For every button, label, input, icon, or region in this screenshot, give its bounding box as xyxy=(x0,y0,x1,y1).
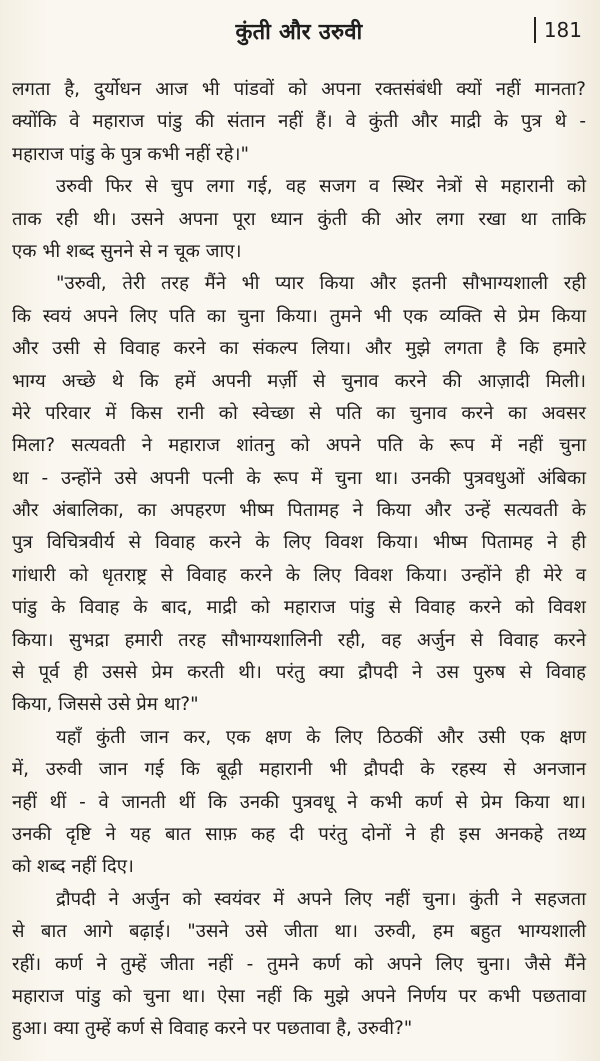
text-line: रहीं। कर्ण ने तुम्हें जीता नहीं - तुमने कर्ण को अपने लिए चुना। जैसे मैंने xyxy=(12,953,586,975)
page-number-divider xyxy=(534,17,536,43)
page-number-block xyxy=(534,17,582,43)
text-line: किया। सुभद्रा हमारी तरह सौभाग्यशालिनी रही, वह अर्जुन से विवाह करने xyxy=(12,629,586,651)
text-line: उरुवी फिर से चुप लगा गई, वह सजग व स्थिर नेत्रों से महारानी को xyxy=(56,176,586,198)
text-line: में, उरुवी जान गई कि बूढ़ी महारानी भी द्रौपदी के रहस्य से अनजान xyxy=(12,759,586,781)
text-line: महाराज पांडु को चुना था। ऐसा नहीं कि मुझे अपने निर्णय पर कभी पछतावा xyxy=(12,985,586,1007)
text-line: यहाँ कुंती जान कर, एक क्षण के लिए ठिठकीं और उसी एक क्षण xyxy=(56,726,586,748)
text-line: द्रौपदी ने अर्जुन को स्वयंवर में अपने लिए नहीं चुना। कुंती ने सहजता xyxy=(56,888,586,910)
text-line: "उरुवी, तेरी तरह मैंने भी प्यार किया और इतनी सौभाग्यशाली रही xyxy=(56,273,586,295)
text-line: हुआ। क्या तुम्हें कर्ण से विवाह करने पर पछतावा है, उरुवी?" xyxy=(12,1018,413,1040)
text-line: एक भी शब्द सुनने से न चूक जाए। xyxy=(12,240,242,262)
paragraph xyxy=(12,74,586,171)
paragraph xyxy=(12,884,586,1046)
text-line: मिला? सत्यवती ने महाराज शांतनु को अपने पति के रूप में नहीं चुना xyxy=(12,435,586,457)
text-line: था - उन्होंने उसे अपनी पत्नी के रूप में चुना था। उनकी पुत्रवधुओं अंबिका xyxy=(12,467,586,489)
text-line: उनकी दृष्टि ने यह बात साफ़ कह दी परंतु दोनों ने ही इस अनकहे तथ्य xyxy=(12,823,586,845)
text-line: गांधारी को धृतराष्ट्र से विवाह करने के लिए विवश किया। उन्होंने ही मेरे व xyxy=(12,564,586,586)
text-line: महाराज पांडु के पुत्र कभी नहीं रहे।" xyxy=(12,143,249,165)
text-line: और अंबालिका, का अपहरण भीष्म पितामह ने किया और उन्हें सत्यवती के xyxy=(12,500,586,522)
text-line: से पूर्व ही उससे प्रेम करती थी। परंतु क्या द्रौपदी ने उस पुरुष से विवाह xyxy=(12,662,586,684)
text-line: मेरे परिवार में किस रानी को स्वेच्छा से पति का चुनाव करने का अवसर xyxy=(12,402,586,424)
paragraph xyxy=(12,268,586,721)
text-line: किया, जिससे उसे प्रेम था?" xyxy=(12,694,199,716)
body-text xyxy=(12,74,586,1046)
text-line: पुत्र विचित्रवीर्य से विवाह करने के लिए विवश किया। भीष्म पितामह ने ही xyxy=(12,532,586,554)
text-line: कि स्वयं अपने लिए पति का चुना किया। तुमने भी एक व्यक्ति से प्रेम किया xyxy=(12,305,586,327)
text-line: भाग्य अच्छे थे कि हमें अपनी मर्ज़ी से चुनाव करने की आज़ादी मिली। xyxy=(12,370,586,392)
chapter-title: कुंती और उरुवी xyxy=(235,20,363,45)
text-line: पांडु के विवाह के बाद, माद्री को महाराज पांडु से विवाह करने को विवश xyxy=(12,597,586,619)
paragraph xyxy=(12,171,586,268)
text-line: नहीं थीं - वे जानती थीं कि उनकी पुत्रवधू ने कभी कर्ण से प्रेम किया था। xyxy=(12,791,586,813)
text-line: को शब्द नहीं दिए। xyxy=(12,856,134,878)
running-header xyxy=(12,12,586,52)
text-line: लगता है, दुर्योधन आज भी पांडवों को अपना रक्तसंबंधी क्यों नहीं मानता? xyxy=(12,79,586,100)
paragraph xyxy=(12,722,586,884)
page-number: 181 xyxy=(543,18,582,42)
text-line: और उसी से विवाह करने का संकल्प लिया। और मुझे लगता है कि हमारे xyxy=(12,338,586,360)
text-line: क्योंकि वे महाराज पांडु की संतान नहीं हैं। वे कुंती और माद्री के पुत्र थे - xyxy=(12,111,586,133)
text-line: ताक रही थी। उसने अपना पूरा ध्यान कुंती की ओर लगा रखा था ताकि xyxy=(12,208,586,230)
text-line: से बात आगे बढ़ाई। "उसने उसे जीता था। उरुवी, हम बहुत भाग्यशाली xyxy=(12,921,586,943)
